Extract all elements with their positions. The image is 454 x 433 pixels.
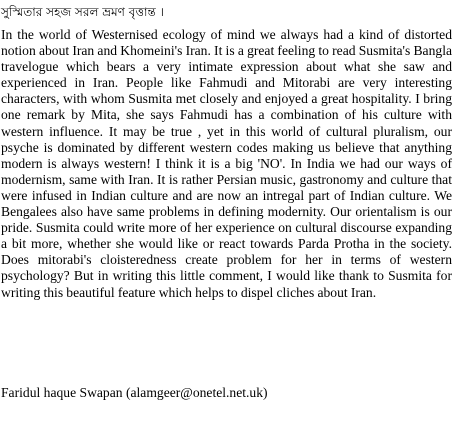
letter-body-paragraph: In the world of Westernised ecology of mind we always had a kind of distorted notion about Iran and Khomeini's Iran. It is a great feeling to read Susmita's Bangla travelogue which bears a very intimate expression about what she saw and experienced in Iran. People like Fahmudi and Mitorabi are very interesting characters, with whom Susmita met closely and enjoyed a great hospitality. I bring one remark by Mita, she says Fahmudi has a combination of his culture with western influence. It may be true , yet in this world of cultural pluralism, our psyche is dominated by different western codes making us believe that anything modern is always western! I think it is a big 'NO'. In India we had our ways of modernism, same with Iran. It is rather Persian music, gastronomy and culture that were infused in Indian culture and are now an intregal part of Indian culture. We Bengalees also have same problems in defining modernity. Our orientalism is our pride. Susmita could write more of her experience on cultural discourse expanding a bit more, whether she would like or react towards Parda Protha in the society. Does mitorabi's cloisteredness create problem for her in terms of western psychology? But in writing this little comment, I would like thank to Susmita for writing this beautiful feature which helps to dispel cliches about Iran. <box>1 27 452 300</box>
bangla-title-line: সুস্মিতার সহজ সরল ভ্রমণ বৃত্তান্ত । <box>1 5 164 19</box>
author-signature-line: Faridul haque Swapan (alamgeer@onetel.net.uk) <box>1 385 268 400</box>
